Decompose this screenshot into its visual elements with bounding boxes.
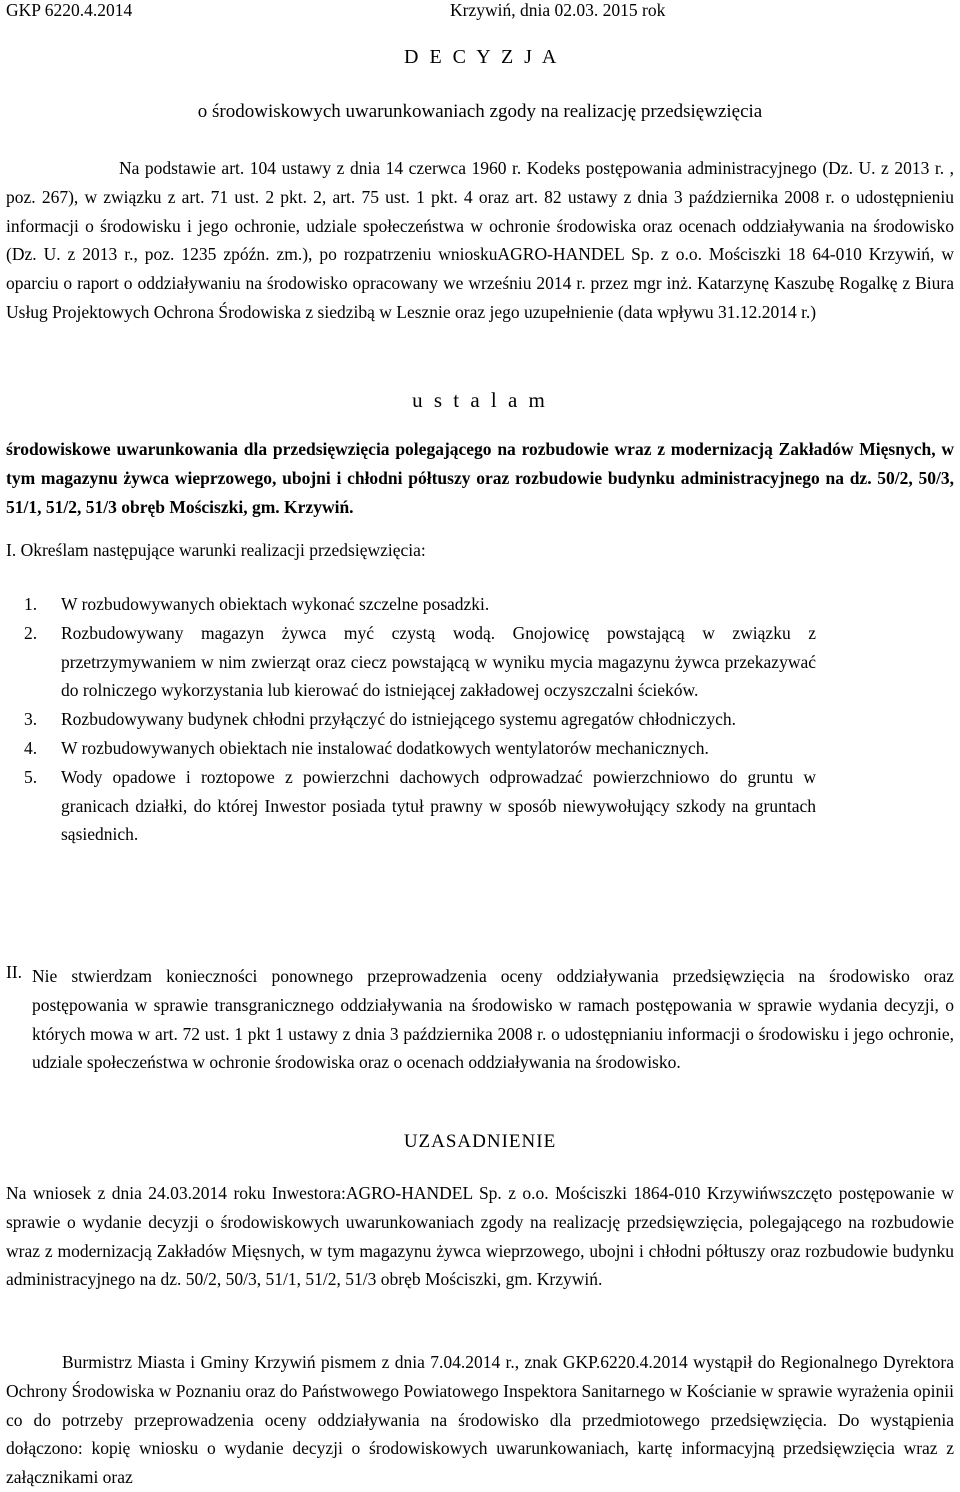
list-item-number: 5. <box>24 766 38 787</box>
legal-basis-paragraph: Na podstawie art. 104 ustawy z dnia 14 czerwca 1960 r. Kodeks postępowania administracyjnego (Dz. U. z 2013 r. , poz. 267), w związku z art. 71 ust. 2 pkt. 2, art. 75 ust. 1 pkt. 4 oraz art. 82 ustawy z dnia 3 października 2008 r. o udostępnieniu informacji o środowisku i jego ochronie, udziale społeczeństwa w ochronie środowiska oraz ocenach oddziaływania na środowisko (Dz. U. z 2013 r., poz. 1235 zpóźn. zm.), po rozpatrzeniu wnioskuAGRO-HANDEL Sp. z o.o. Mościszki 18 64-010 Krzywiń, w oparciu o raport o oddziaływaniu na środowisko opracowany we wrześniu 2014 r. przez mgr inż. Katarzynę Kaszubę Rogalkę z Biura Usług Projektowych Ochrona Środowiska z siedzibą w Lesznie oraz jego uzupełnienie (data wpływu 31.12.2014 r.) <box>6 158 954 322</box>
list-item-number: 4. <box>24 737 38 758</box>
list-item <box>6 734 816 763</box>
list-item <box>6 763 816 849</box>
document-header <box>6 0 954 26</box>
list-item-text: Wody opadowe i roztopowe z powierzchni dachowych odprowadzać powierzchniowo do gruntu w granicach działki, do której Inwestor posiada tytuł prawny w sposób niewywołujący szkody na gruntach sąsiednich. <box>61 766 816 845</box>
section-2-text: Nie stwierdzam konieczności ponownego przeprowadzenia oceny oddziaływania przedsięwzięcia na środowisko oraz postępowania w sprawie transgranicznego oddziaływania na środowisko w ramach postępowania w sprawie wydania decyzji, o których mowa w art. 72 ust. 1 pkt 1 ustawy z dnia 3 października 2008 r. o udostępnianiu informacji o środowisku i jego ochronie, udziale społeczeństwa w ochronie środowiska oraz o ocenach oddziaływania na środowisko. <box>32 966 954 1073</box>
list-item-text: Rozbudowywany budynek chłodni przyłączyć do istniejącego systemu agregatów chłodniczych. <box>61 709 737 730</box>
list-item-number: 2. <box>24 622 38 643</box>
list-item-text: W rozbudowywanych obiektach nie instalować dodatkowych wentylatorów mechanicznych. <box>61 737 709 758</box>
section-2-number: II. <box>6 962 23 982</box>
list-item-text: Rozbudowywany magazyn żywca myć czystą wodą. Gnojowicę powstającą w związku z przetrzymywaniem w nim zwierząt oraz ciecz powstającą w wyniku mycia magazynu żywca przekazywać do rolniczego wykorzystania lub kierować do istniejącej zakładowej oczyszczalni ścieków. <box>61 622 816 701</box>
document-subtitle: o środowiskowych uwarunkowaniach zgody na realizację przedsięwzięcia <box>197 101 763 122</box>
case-reference: GKP 6220.4.2014 <box>6 0 133 20</box>
list-item <box>6 590 816 619</box>
justification-paragraph-1 <box>6 1179 954 1294</box>
determination-block <box>6 435 954 521</box>
determination-paragraph: środowiskowe uwarunkowania dla przedsięwzięcia polegającego na rozbudowie wraz z modernizacją Zakładów Mięsnych, w tym magazynu żywca wieprzowego, ubojni i chłodni półtuszy oraz rozbudowie budynku administracyjnego na dz. 50/2, 50/3, 51/1, 51/2, 51/3 obręb Mościszki, gm. Krzywiń. <box>6 439 954 517</box>
list-item-number: 3. <box>24 709 38 730</box>
justification-paragraph-2 <box>6 1348 954 1492</box>
list-item-text: W rozbudowywanych obiektach wykonać szczelne posadzki. <box>61 594 490 614</box>
list-item <box>6 619 816 705</box>
section-1-heading: I. Określam następujące warunki realizacji przedsięwzięcia: <box>6 540 426 560</box>
justification-text: Burmistrz Miasta i Gminy Krzywiń pismem z dnia 7.04.2014 r., znak GKP.6220.4.2014 wystąpił do Regionalnego Dyrektora Ochrony Środowiska w Poznaniu oraz do Państwowego Powiatowego Inspektora Sanitarnego w Kościanie w sprawie wyrażenia opinii co do potrzeby przeprowadzenia oceny oddziaływania na środowisko dla przedmiotowego przedsięwzięcia. Do wystąpienia dołączono: kopię wniosku o wydanie decyzji o środowiskowych uwarunkowaniach, kartę informacyjną przedsięwzięcia wraz z załącznikami oraz <box>6 1352 954 1488</box>
ustalam-heading: u s t a l a m <box>412 388 548 412</box>
conditions-list <box>6 590 816 849</box>
document-title: D E C Y Z J A <box>404 46 560 68</box>
section-2 <box>6 962 954 1077</box>
justification-heading: UZASADNIENIE <box>403 1131 557 1152</box>
legal-basis-block <box>6 154 954 327</box>
justification-text: Na wniosek z dnia 24.03.2014 roku Inwestora:AGRO-HANDEL Sp. z o.o. Mościszki 1864-010 Krzywińwszczęto postępowanie w sprawie o wydanie decyzji o środowiskowych uwarunkowaniach zgody na realizację przedsięwzięcia, polegającego na rozbudowie wraz z modernizacją Zakładów Mięsnych, w tym magazynu żywca wieprzowego, ubojni i chłodni półtuszy oraz rozbudowie budynku administracyjnego na dz. 50/2, 50/3, 51/1, 51/2, 51/3 obręb Mościszki, gm. Krzywiń. <box>6 1183 954 1290</box>
list-item-number: 1. <box>24 594 38 614</box>
list-item <box>6 705 816 734</box>
place-and-date: Krzywiń, dnia 02.03. 2015 rok <box>450 0 666 20</box>
